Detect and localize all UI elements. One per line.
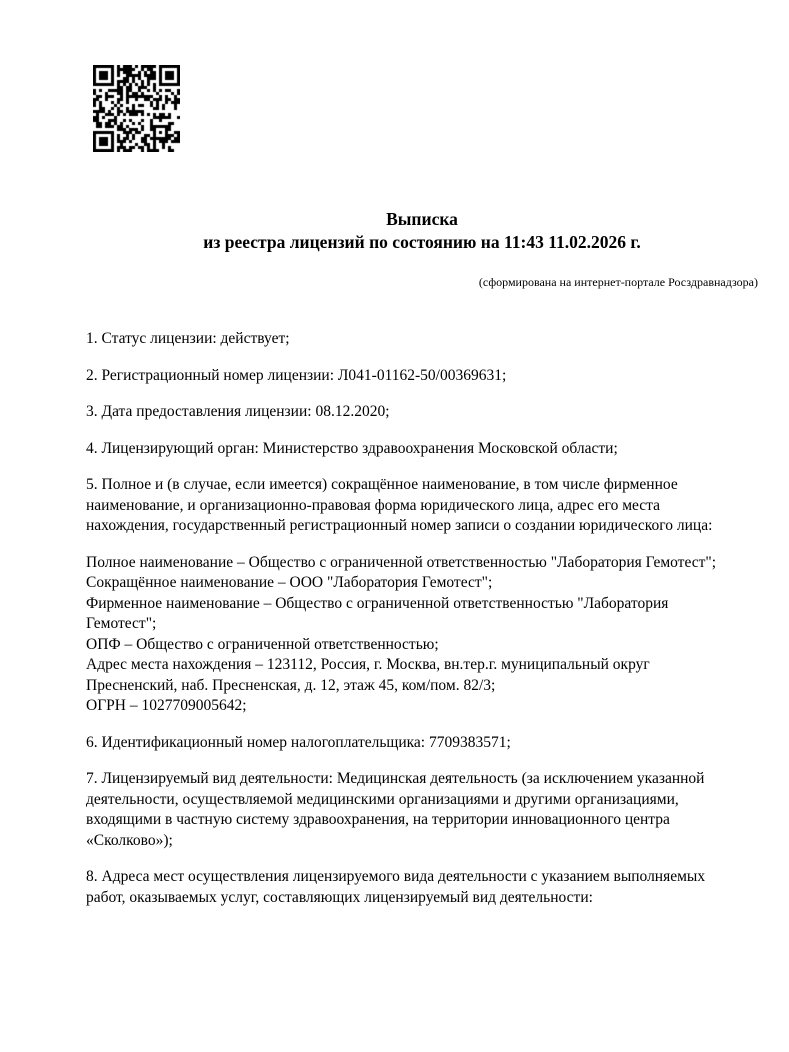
document-title <box>86 208 758 254</box>
text-line: ОГРН – 1027709005642; <box>86 697 247 714</box>
document-body <box>86 329 776 908</box>
text-line: Адрес места нахождения – 123112, Россия, г. Москва, вн.тер.г. муниципальный округ <box>86 656 650 673</box>
text-line: Сокращённое наименование – ООО "Лаборатория Гемотест"; <box>86 574 493 591</box>
paragraph-item-5-heading <box>86 475 776 537</box>
text-line: 4. Лицензирующий орган: Министерство здравоохранения Московской области; <box>86 439 618 457</box>
text-line: 2. Регистрационный номер лицензии: Л041-01162-50/00369631; <box>86 366 507 384</box>
paragraph-licensing-authority <box>86 439 776 460</box>
title-line-2: из реестра лицензий по состоянию на 11:43 11.02.2026 г. <box>203 232 641 252</box>
text-line: 5. Полное и (в случае, если имеется) сокращённое наименование, в том числе фирменное <box>86 476 678 493</box>
document-subtitle: (сформирована на интернет-портале Росздравнадзора) <box>478 275 758 289</box>
title-line-1: Выписка <box>386 209 458 229</box>
text-line: нахождения, государственный регистрационный номер записи о создании юридического лица: <box>86 517 713 534</box>
qr-code-canvas <box>93 65 180 152</box>
paragraph-licensed-activity <box>86 769 776 851</box>
text-line: 6. Идентификационный номер налогоплательщика: 7709383571; <box>86 733 511 751</box>
paragraph-grant-date <box>86 402 776 423</box>
text-line: Пресненский, наб. Пресненская, д. 12, этаж 45, ком/пом. 82/3; <box>86 676 496 694</box>
text-line: Полное наименование – Общество с ограниченной ответственностью "Лаборатория Гемотест"; <box>86 553 717 571</box>
text-line: ОПФ – Общество с ограниченной ответственностью; <box>86 635 439 653</box>
paragraph-license-status <box>86 329 776 350</box>
text-line: наименование, и организационно-правовая форма юридического лица, адрес его места <box>86 496 661 514</box>
text-line: «Сколково»); <box>86 831 173 849</box>
text-line: 3. Дата предоставления лицензии: 08.12.2020; <box>86 403 390 420</box>
paragraph-organization-details <box>86 553 776 717</box>
text-line: 8. Адреса мест осуществления лицензируемого вида деятельности с указанием выполняемых <box>86 868 706 885</box>
paragraph-taxpayer-id <box>86 733 776 754</box>
text-line: деятельности, осуществляемой медицинскими организациями и другими организациями, <box>86 790 679 808</box>
text-line: работ, оказываемых услуг, составляющих лицензируемый вид деятельности: <box>86 888 593 906</box>
paragraph-registration-number <box>86 366 776 387</box>
text-line: Фирменное наименование – Общество с ограниченной ответственностью "Лаборатория <box>86 594 669 612</box>
text-line: 7. Лицензируемый вид деятельности: Медицинская деятельность (за исключением указанной <box>86 770 705 787</box>
paragraph-activity-addresses-heading <box>86 867 776 908</box>
text-line: Гемотест"; <box>86 615 157 632</box>
text-line: входящими в частную систему здравоохранения, на территории инновационного центра <box>86 811 670 828</box>
text-line: 1. Статус лицензии: действует; <box>86 330 290 347</box>
qr-code-icon <box>93 65 180 152</box>
